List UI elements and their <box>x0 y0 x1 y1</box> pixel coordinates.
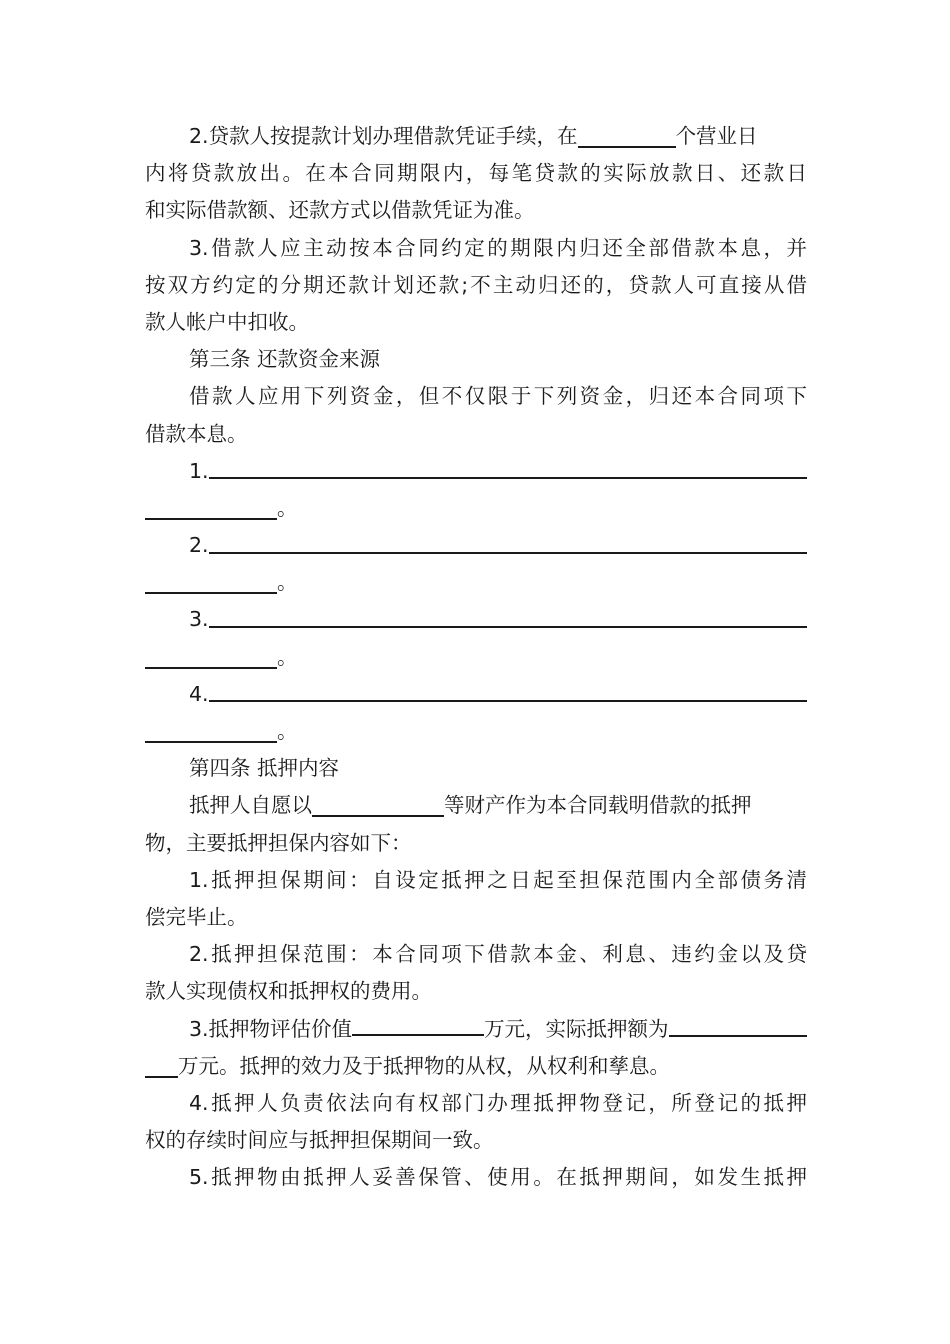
fill-blank <box>669 1035 807 1037</box>
paragraph-line: 内将贷款放出。在本合同期限内，每笔贷款的实际放款日、还款日 <box>145 161 807 186</box>
period: 。 <box>277 719 298 743</box>
text-segment: 抵押人自愿以 <box>189 793 312 818</box>
paragraph-line: 借款本息。 <box>145 421 248 446</box>
paragraph-line: 3.借款人应主动按本合同约定的期限内归还全部借款本息，并 <box>189 235 807 260</box>
text-segment: 个营业日 <box>675 124 758 148</box>
paragraph-line: 1.抵押担保期间：自设定抵押之日起至担保范围内全部债务清 <box>189 867 807 892</box>
paragraph-line: 物，主要抵押担保内容如下： <box>145 830 412 855</box>
text-segment: 万元。抵押的效力及于抵押物的从权，从权利和孳息。 <box>178 1053 670 1078</box>
paragraph-line: 款人实现债权和抵押权的费用。 <box>145 979 432 1004</box>
item-number: 4. <box>189 681 209 706</box>
section-heading: 第三条 还款资金来源 <box>189 347 381 372</box>
paragraph-line <box>145 118 807 155</box>
paragraph-line: 借款人应用下列资金，但不仅限于下列资金，归还本合同项下 <box>189 384 807 409</box>
list-item-continuation <box>145 564 807 601</box>
document-page <box>145 118 807 1196</box>
fill-blank <box>312 815 444 817</box>
paragraph-line: 和实际借款额、还款方式以借款凭证为准。 <box>145 198 535 223</box>
fill-blank <box>578 146 676 148</box>
period: 。 <box>277 495 298 520</box>
period: 。 <box>277 644 298 669</box>
list-item <box>145 453 807 490</box>
paragraph-line: 偿完毕止。 <box>145 904 248 929</box>
section-heading: 第四条 抵押内容 <box>189 756 340 781</box>
fill-blank <box>352 1034 484 1036</box>
paragraph-line: 按双方约定的分期还款计划还款;不主动归还的，贷款人可直接从借 <box>145 272 807 297</box>
fill-blank <box>145 667 277 669</box>
paragraph-line <box>145 1011 807 1048</box>
paragraph-line: 5.抵押物由抵押人妥善保管、使用。在抵押期间，如发生抵押 <box>189 1165 807 1190</box>
item-number: 1. <box>189 458 209 483</box>
fill-blank <box>209 626 807 628</box>
list-item-continuation <box>145 713 807 750</box>
item-number: 3. <box>189 607 209 632</box>
item-number: 2. <box>189 533 209 558</box>
fill-blank <box>145 1076 178 1078</box>
paragraph-line: 权的存续时间应与抵押担保期间一致。 <box>145 1128 494 1153</box>
list-item <box>145 676 807 713</box>
paragraph-line: 款人帐户中扣收。 <box>145 309 309 334</box>
text-segment: 2.贷款人按提款计划办理借款凭证手续，在 <box>189 124 578 148</box>
fill-blank <box>145 518 277 520</box>
text-segment: 万元，实际抵押额为 <box>484 1016 669 1041</box>
list-item <box>145 601 807 638</box>
fill-blank <box>145 741 277 743</box>
fill-blank <box>209 552 807 554</box>
fill-blank <box>209 477 807 479</box>
list-item-continuation <box>145 639 807 676</box>
paragraph-line <box>145 1048 807 1085</box>
fill-blank <box>209 700 807 702</box>
paragraph-line: 4.抵押人负责依法向有权部门办理抵押物登记，所登记的抵押 <box>189 1090 807 1115</box>
paragraph-line: 2.抵押担保范围：本合同项下借款本金、利息、违约金以及贷 <box>189 942 807 967</box>
text-segment: 3.抵押物评估价值 <box>189 1016 353 1041</box>
period: 。 <box>277 570 298 595</box>
text-segment: 等财产作为本合同载明借款的抵押 <box>444 793 752 818</box>
fill-blank <box>145 592 277 594</box>
list-item <box>145 527 807 564</box>
list-item-continuation <box>145 490 807 527</box>
paragraph-line <box>145 787 807 824</box>
